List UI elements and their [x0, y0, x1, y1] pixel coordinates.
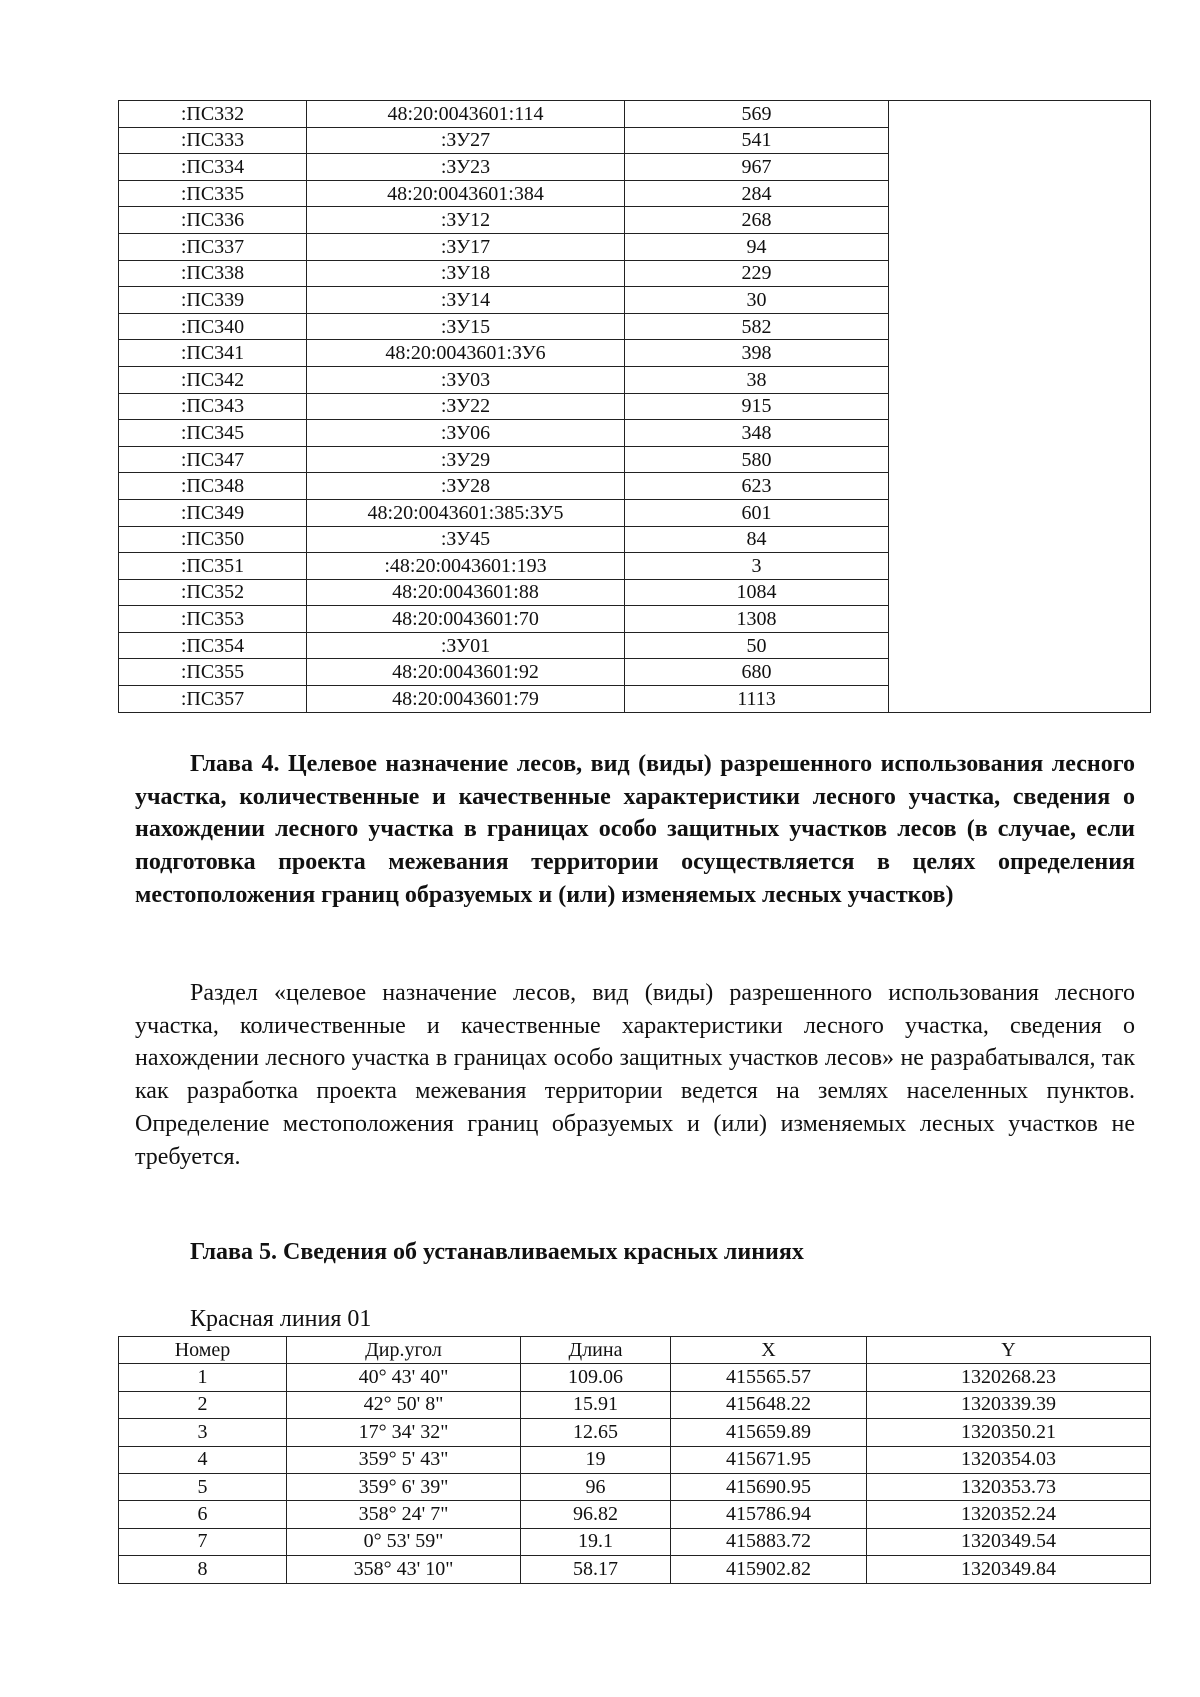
cadastral-number-cell: 48:20:0043601:384 — [307, 180, 625, 207]
table-row — [119, 1446, 1151, 1473]
cadastral-number-cell: 48:20:0043601:70 — [307, 606, 625, 633]
x-coordinate-cell: 415883.72 — [671, 1528, 867, 1555]
direction-angle-cell: 358° 43' 10" — [287, 1556, 521, 1583]
point-number-cell: 3 — [119, 1419, 287, 1446]
area-cell: 398 — [625, 340, 889, 367]
area-cell: 348 — [625, 420, 889, 447]
point-number-cell: 2 — [119, 1391, 287, 1418]
parcel-id-cell: :ПС334 — [119, 154, 307, 181]
x-coordinate-cell: 415648.22 — [671, 1391, 867, 1418]
table-row — [119, 1556, 1151, 1583]
red-line-caption: Красная линия 01 — [190, 1306, 372, 1332]
table-row — [119, 1528, 1151, 1555]
column-header-length: Длина — [521, 1337, 671, 1364]
cadastral-number-cell: 48:20:0043601:79 — [307, 686, 625, 713]
length-cell: 15.91 — [521, 1391, 671, 1418]
parcel-id-cell: :ПС345 — [119, 420, 307, 447]
x-coordinate-cell: 415565.57 — [671, 1364, 867, 1391]
y-coordinate-cell: 1320350.21 — [867, 1419, 1151, 1446]
parcel-id-cell: :ПС351 — [119, 553, 307, 580]
cadastral-number-cell: 48:20:0043601:88 — [307, 579, 625, 606]
blank-column-cell — [889, 101, 1151, 713]
parcel-id-cell: :ПС335 — [119, 180, 307, 207]
cadastral-number-cell: :ЗУ06 — [307, 420, 625, 447]
cadastral-number-cell: :ЗУ28 — [307, 473, 625, 500]
point-number-cell: 5 — [119, 1473, 287, 1500]
length-cell: 19 — [521, 1446, 671, 1473]
parcel-id-cell: :ПС340 — [119, 313, 307, 340]
area-cell: 84 — [625, 526, 889, 553]
parcel-id-cell: :ПС348 — [119, 473, 307, 500]
area-cell: 1308 — [625, 606, 889, 633]
direction-angle-cell: 42° 50' 8" — [287, 1391, 521, 1418]
parcel-id-cell: :ПС350 — [119, 526, 307, 553]
area-cell: 623 — [625, 473, 889, 500]
area-cell: 967 — [625, 154, 889, 181]
area-cell: 582 — [625, 313, 889, 340]
direction-angle-cell: 0° 53' 59" — [287, 1528, 521, 1555]
area-cell: 229 — [625, 260, 889, 287]
cadastral-number-cell: :ЗУ22 — [307, 393, 625, 420]
y-coordinate-cell: 1320352.24 — [867, 1501, 1151, 1528]
parcel-id-cell: :ПС337 — [119, 233, 307, 260]
table-row — [119, 1391, 1151, 1418]
chapter-4-heading-text: Глава 4. Целевое назначение лесов, вид (виды) разрешенного использования лесного участка, количественные и качественные характеристики лесного участка, сведения о нахождении лесного участка в границах особо защитных участков лесов (в случае, если подготовка проекта межевания территории осуществляется в целях определения местоположения границ образуемых и (или) изменяемых лесных участков) — [135, 751, 1135, 908]
parcel-id-cell: :ПС336 — [119, 207, 307, 234]
x-coordinate-cell: 415671.95 — [671, 1446, 867, 1473]
table-row — [119, 1473, 1151, 1500]
parcel-id-cell: :ПС357 — [119, 686, 307, 713]
y-coordinate-cell: 1320354.03 — [867, 1446, 1151, 1473]
column-header-x: X — [671, 1337, 867, 1364]
cadastral-number-cell: :ЗУ15 — [307, 313, 625, 340]
parcel-id-cell: :ПС343 — [119, 393, 307, 420]
parcel-table-body — [119, 101, 1151, 713]
length-cell: 12.65 — [521, 1419, 671, 1446]
cadastral-number-cell: :ЗУ45 — [307, 526, 625, 553]
direction-angle-cell: 17° 34' 32" — [287, 1419, 521, 1446]
parcel-id-cell: :ПС341 — [119, 340, 307, 367]
cadastral-number-cell: :ЗУ17 — [307, 233, 625, 260]
parcel-id-cell: :ПС338 — [119, 260, 307, 287]
direction-angle-cell: 359° 6' 39" — [287, 1473, 521, 1500]
column-header-y: Y — [867, 1337, 1151, 1364]
x-coordinate-cell: 415659.89 — [671, 1419, 867, 1446]
chapter-4-heading — [135, 748, 1135, 912]
cadastral-number-cell: :ЗУ01 — [307, 632, 625, 659]
parcel-id-cell: :ПС349 — [119, 499, 307, 526]
y-coordinate-cell: 1320353.73 — [867, 1473, 1151, 1500]
column-header-direction-angle: Дир.угол — [287, 1337, 521, 1364]
parcel-table — [118, 100, 1151, 713]
point-number-cell: 1 — [119, 1364, 287, 1391]
red-line-table — [118, 1336, 1151, 1584]
red-line-table-body — [119, 1364, 1151, 1583]
parcel-id-cell: :ПС347 — [119, 446, 307, 473]
point-number-cell: 7 — [119, 1528, 287, 1555]
x-coordinate-cell: 415902.82 — [671, 1556, 867, 1583]
area-cell: 30 — [625, 287, 889, 314]
length-cell: 19.1 — [521, 1528, 671, 1555]
chapter-5-heading: Глава 5. Сведения об устанавливаемых красных линиях — [190, 1239, 804, 1265]
point-number-cell: 6 — [119, 1501, 287, 1528]
area-cell: 1084 — [625, 579, 889, 606]
chapter-4-paragraph: Раздел «целевое назначение лесов, вид (виды) разрешенного использования лесного участка, количественные и качественные характеристики лесного участка, сведения о нахождении лесного участка в границах особо защитных участков лесов» не разрабатывался, так как разработка проекта межевания территории ведется на землях населенных пунктов. Определение местоположения границ образуемых и (или) изменяемых лесных участков не требуется. — [135, 980, 1135, 1170]
cadastral-number-cell: 48:20:0043601:ЗУ6 — [307, 340, 625, 367]
cadastral-number-cell: :ЗУ23 — [307, 154, 625, 181]
parcel-id-cell: :ПС342 — [119, 366, 307, 393]
direction-angle-cell: 359° 5' 43" — [287, 1446, 521, 1473]
area-cell: 268 — [625, 207, 889, 234]
length-cell: 109.06 — [521, 1364, 671, 1391]
x-coordinate-cell: 415786.94 — [671, 1501, 867, 1528]
parcel-id-cell: :ПС355 — [119, 659, 307, 686]
red-line-table-header — [119, 1337, 1151, 1364]
cadastral-number-cell: :ЗУ03 — [307, 366, 625, 393]
table-row — [119, 1501, 1151, 1528]
area-cell: 580 — [625, 446, 889, 473]
cadastral-number-cell: 48:20:0043601:114 — [307, 101, 625, 128]
table-row — [119, 1419, 1151, 1446]
parcel-id-cell: :ПС353 — [119, 606, 307, 633]
table-row — [119, 101, 1151, 128]
cadastral-number-cell: :ЗУ14 — [307, 287, 625, 314]
parcel-id-cell: :ПС333 — [119, 127, 307, 154]
area-cell: 3 — [625, 553, 889, 580]
area-cell: 284 — [625, 180, 889, 207]
area-cell: 541 — [625, 127, 889, 154]
y-coordinate-cell: 1320339.39 — [867, 1391, 1151, 1418]
parcel-id-cell: :ПС354 — [119, 632, 307, 659]
y-coordinate-cell: 1320268.23 — [867, 1364, 1151, 1391]
cadastral-number-cell: :48:20:0043601:193 — [307, 553, 625, 580]
parcel-id-cell: :ПС339 — [119, 287, 307, 314]
y-coordinate-cell: 1320349.54 — [867, 1528, 1151, 1555]
area-cell: 915 — [625, 393, 889, 420]
x-coordinate-cell: 415690.95 — [671, 1473, 867, 1500]
area-cell: 94 — [625, 233, 889, 260]
area-cell: 569 — [625, 101, 889, 128]
area-cell: 38 — [625, 366, 889, 393]
cadastral-number-cell: :ЗУ27 — [307, 127, 625, 154]
y-coordinate-cell: 1320349.84 — [867, 1556, 1151, 1583]
column-header-number: Номер — [119, 1337, 287, 1364]
length-cell: 58.17 — [521, 1556, 671, 1583]
area-cell: 680 — [625, 659, 889, 686]
cadastral-number-cell: :ЗУ29 — [307, 446, 625, 473]
area-cell: 1113 — [625, 686, 889, 713]
point-number-cell: 8 — [119, 1556, 287, 1583]
parcel-id-cell: :ПС332 — [119, 101, 307, 128]
cadastral-number-cell: :ЗУ18 — [307, 260, 625, 287]
cadastral-number-cell: 48:20:0043601:385:ЗУ5 — [307, 499, 625, 526]
point-number-cell: 4 — [119, 1446, 287, 1473]
length-cell: 96.82 — [521, 1501, 671, 1528]
area-cell: 50 — [625, 632, 889, 659]
direction-angle-cell: 358° 24' 7" — [287, 1501, 521, 1528]
direction-angle-cell: 40° 43' 40" — [287, 1364, 521, 1391]
table-row — [119, 1364, 1151, 1391]
parcel-id-cell: :ПС352 — [119, 579, 307, 606]
cadastral-number-cell: :ЗУ12 — [307, 207, 625, 234]
area-cell: 601 — [625, 499, 889, 526]
length-cell: 96 — [521, 1473, 671, 1500]
cadastral-number-cell: 48:20:0043601:92 — [307, 659, 625, 686]
